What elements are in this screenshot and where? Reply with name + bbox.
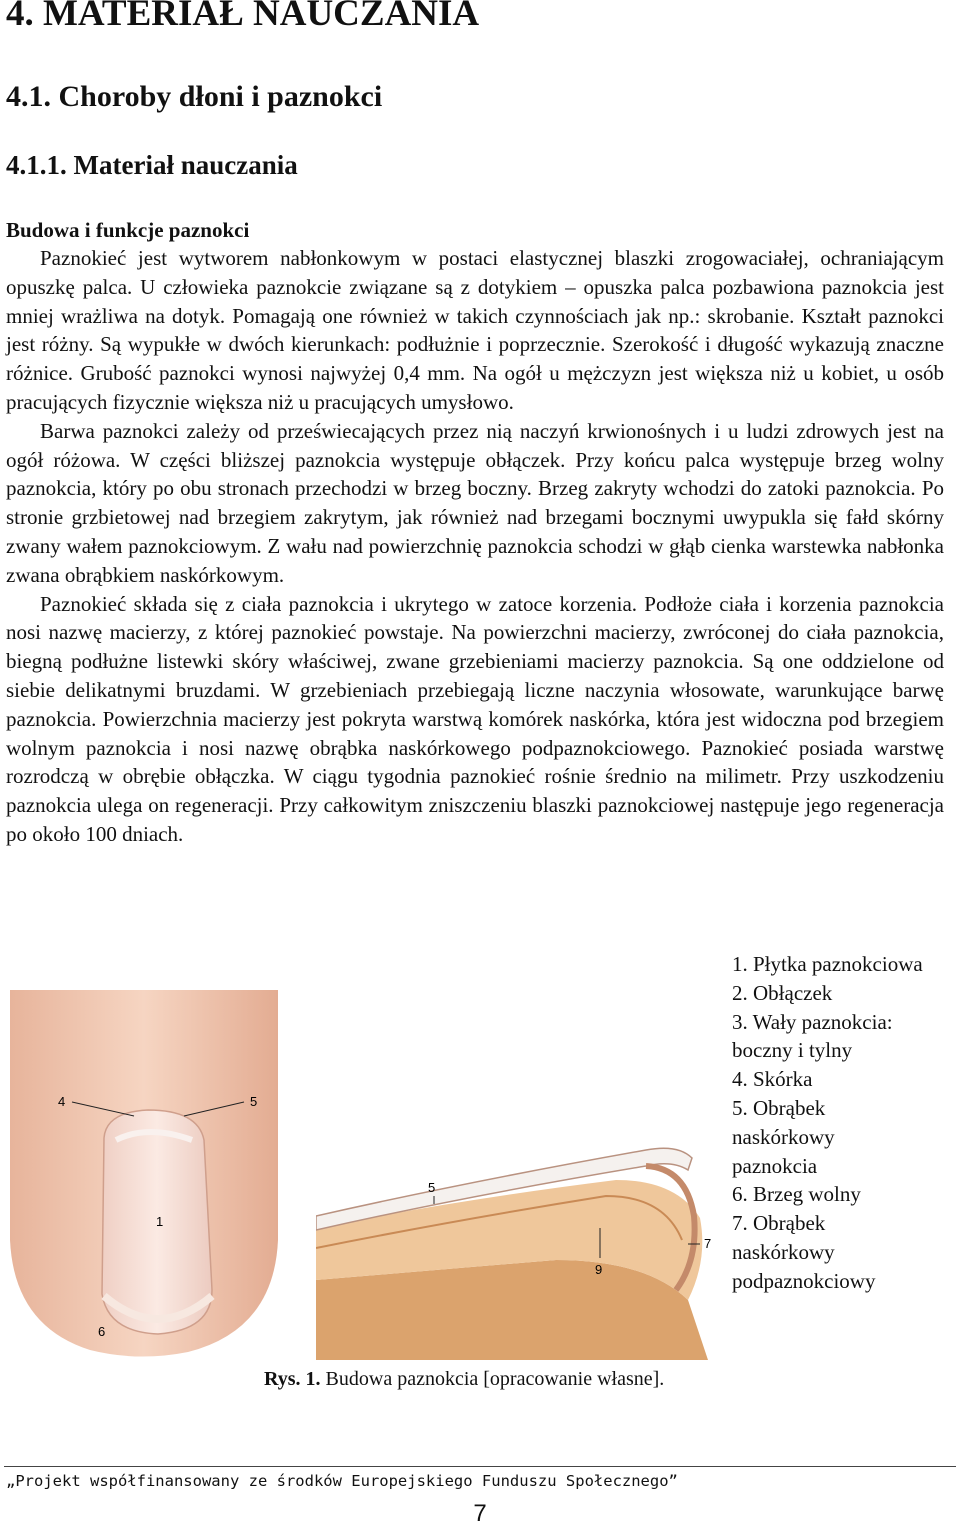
caption-text: Budowa paznokcia [opracowanie własne]. <box>320 1368 665 1390</box>
figure-label: 1 <box>156 1214 164 1229</box>
caption-label: Rys. 1. <box>264 1368 321 1390</box>
figure-label: 5 <box>428 1180 436 1195</box>
legend-line: paznokcia <box>732 1153 818 1178</box>
legend-line: 5. Obrąbek <box>732 1095 826 1120</box>
legend-line: 1. Płytka paznokciowa <box>732 952 923 976</box>
paragraph: Paznokieć jest wytworem nabłonkowym w postaci elastycznej blaszki zrogowaciałej, ochraniającym opuszkę palca. U człowieka paznokcie związane są z dotykiem – opuszka palca pozbawiona paznokcia jest mniej wrażliwa na dotyk. Pomagają one również w takich czynnościach jak np.: skrobanie. Kształt paznokci jest różny. Są wypukłe w dwóch kierunkach: podłużnie i poprzecznie. Szerokość i długość wykazują znaczne różnice. Grubość paznokci wynosi najwyżej 0,4 mm. Na ogół u mężczyzn jest większa niż u kobiet, u osób pracujących fizycznie większa niż u pracujących umysłowo. <box>6 246 944 414</box>
finger-nail-illustration <box>8 990 280 1360</box>
body-text <box>6 244 944 849</box>
paragraph: Paznokieć składa się z ciała paznokcia i ukrytego w zatoce korzenia. Podłoże ciała i korzenia paznokcia nosi nazwę macierzy, z której paznokieć powstaje. Na powierzchni macierzy, zwróconej do ciała paznokcia, biegną podłużne listewki skóry właściwej, zwane grzebieniami macierzy paznokcia. Są one oddzielone od siebie delikatnymi bruzdami. W grzebieniach przebiegają liczne naczynia włosowate, warunkujące barwę paznokcia. Powierzchnia macierzy jest pokryta warstwą komórek naskórka, która jest widoczna pod brzegiem wolnym paznokcia i nosi nazwę obrąbka naskórkowego podpaznokciowego. Paznokieć posiada warstwę rozrodczą w obrębie obłączka. W ciągu tygodnia paznokieć rośnie średnio na milimetr. Przy uszkodzeniu paznokcia ulega on regeneracji. Przy całkowitym zniszczeniu blaszki paznokciowej następuje jego regeneracja po około 100 dniach. <box>6 591 944 846</box>
legend-line: 4. Skórka <box>732 1067 813 1092</box>
legend-line: 3. Wały paznokcia: <box>732 1009 893 1034</box>
legend-line: 6. Brzeg wolny <box>732 1182 861 1207</box>
legend-line: boczny i tylny <box>732 1038 853 1063</box>
paragraph: Barwa paznokci zależy od przeświecających przez nią naczyń krwionośnych i u ludzi zdrowych jest na ogół różowa. W części bliższej paznokcia występuje obłączek. Przy końcu palca występuje brzeg wolny paznokcia, który po obu stronach przechodzi w brzeg boczny. Brzeg zakryty wchodzi do zatoki paznokcia. Po stronie grzbietowej nad brzegiem zakrytym, jak również nad brzegami bocznymi uwypukla się fałd skórny zwany wałem paznokciowym. Z wału nad powierzchnię paznokcia schodzi w głąb cienka warstewka nabłonka zwana obrąbkiem naskórkowym. <box>6 418 944 587</box>
legend-line: 7. Obrąbek <box>732 1211 826 1236</box>
footer-divider <box>4 1466 956 1467</box>
nail-cross-section-illustration <box>316 1120 720 1360</box>
figure-label: 9 <box>595 1262 603 1277</box>
figure-label: 6 <box>98 1324 106 1339</box>
legend-line: 2. Obłączek <box>732 980 833 1005</box>
chapter-heading: 4. MATERIAŁ NAUCZANIA <box>6 0 480 34</box>
legend-line: naskórkowy <box>732 1239 835 1264</box>
footer-note: „Projekt współfinansowany ze środków Europejskiego Funduszu Społecznego” <box>6 1472 678 1490</box>
figure-label: 4 <box>58 1094 66 1109</box>
page-number: 7 <box>473 1500 487 1527</box>
legend-line: podpaznokciowy <box>732 1268 876 1293</box>
figure-label: 7 <box>704 1236 712 1251</box>
figure-caption <box>264 1368 664 1391</box>
topic-heading: Budowa i funkcje paznokci <box>6 218 250 242</box>
section-heading: 4.1. Choroby dłoni i paznokci <box>6 80 383 113</box>
subsection-heading: 4.1.1. Materiał nauczania <box>6 150 298 180</box>
figure-legend <box>732 950 958 1296</box>
figure-label: 5 <box>250 1094 258 1109</box>
legend-line: naskórkowy <box>732 1124 835 1149</box>
